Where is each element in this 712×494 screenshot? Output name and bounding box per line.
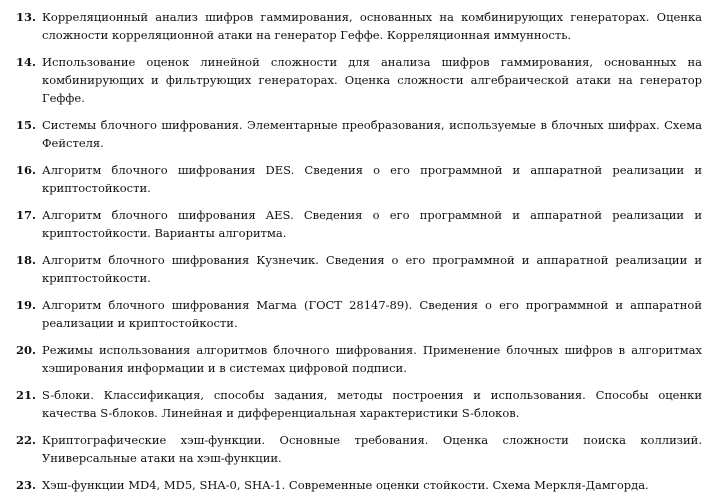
list-item (0, 341, 712, 377)
item-number: 17. (15, 208, 36, 222)
item-number: 15. (15, 118, 36, 132)
item-number: 14. (15, 55, 36, 69)
item-number: 13. (15, 10, 36, 24)
item-text: Алгоритм блочного шифрования AES. Сведения о его программной и аппаратной реализации и криптостойкости. Варианты алгоритма. (42, 208, 702, 240)
list-item (0, 251, 712, 287)
item-number: 23. (15, 478, 36, 492)
list-item (0, 206, 712, 242)
list-item (0, 296, 712, 332)
item-number: 20. (15, 343, 36, 357)
item-text: Режимы использования алгоритмов блочного шифрования. Применение блочных шифров в алгоритмах хэширования информации и в системах цифровой подписи. (42, 343, 702, 375)
list-item (0, 161, 712, 197)
list-item (0, 431, 712, 467)
item-text: Корреляционный анализ шифров гаммирования, основанных на комбинирующих генераторах. Оценка сложности корреляционной атаки на генератор Геффе. Корреляционная иммунность. (42, 10, 702, 42)
item-text: Хэш-функции MD4, MD5, SHA-0, SHA-1. Современные оценки стойкости. Схема Меркля-Дамгорда. (42, 478, 649, 492)
item-text: Алгоритм блочного шифрования Кузнечик. Сведения о его программной и аппаратной реализации и криптостойкости. (42, 253, 702, 285)
list-item (0, 116, 712, 152)
item-text: Использование оценок линейной сложности для анализа шифров гаммирования, основанных на комбинирующих и фильтрующих генераторах. Оценка сложности алгебраической атаки на генератор Геффе. (42, 55, 702, 105)
item-number: 21. (15, 388, 36, 402)
item-number: 16. (15, 163, 36, 177)
item-text: S-блоки. Классификация, способы задания, методы построения и использования. Способы оценки качества S-блоков. Линейная и дифференциальная характеристики S-блоков. (42, 388, 702, 420)
item-text: Алгоритм блочного шифрования Магма (ГОСТ 28147-89). Сведения о его программной и аппаратной реализации и криптостойкости. (42, 298, 702, 330)
list-item (0, 386, 712, 422)
item-number: 22. (15, 433, 36, 447)
item-text: Системы блочного шифрования. Элементарные преобразования, используемые в блочных шифрах. Схема Фейстеля. (42, 118, 702, 150)
item-text: Криптографические хэш-функции. Основные требования. Оценка сложности поиска коллизий. Универсальные атаки на хэш-функции. (42, 433, 702, 465)
item-text: Алгоритм блочного шифрования DES. Сведения о его программной и аппаратной реализации и криптостойкости. (42, 163, 702, 195)
list-item (0, 53, 712, 107)
list-item (0, 476, 712, 494)
item-number: 18. (15, 253, 36, 267)
list-item (0, 8, 712, 44)
item-number: 19. (15, 298, 36, 312)
